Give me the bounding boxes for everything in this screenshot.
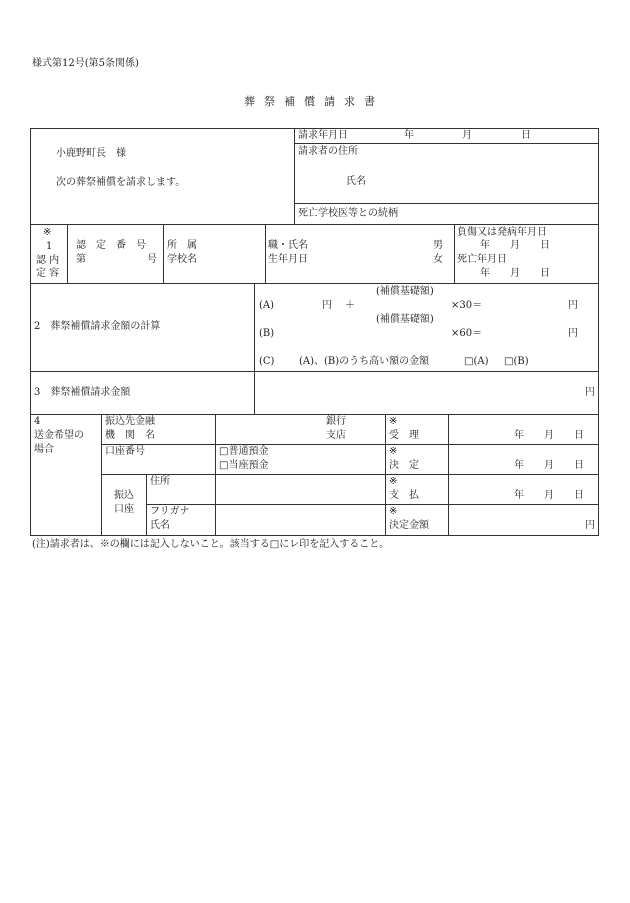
birthdate-label: 生年月日 xyxy=(268,254,308,265)
injury-date-label: 負傷又は発病年月日 xyxy=(457,227,547,238)
times-30: ×30＝ xyxy=(451,300,483,311)
b-label: (B) xyxy=(259,328,275,339)
decided-amount-label: 決定金額 xyxy=(389,520,429,531)
section1-label-line2: 定 容 xyxy=(36,268,60,279)
receipt-label: 受 理 xyxy=(389,430,419,441)
request-date-label: 請求年月日 xyxy=(298,130,348,141)
a-label: (A) xyxy=(259,300,275,311)
section3-label: 3 葬祭補償請求金額 xyxy=(34,387,131,398)
addressee: 小鹿野町長 様 xyxy=(56,148,126,159)
check-a[interactable]: □(A) xyxy=(464,356,489,367)
bank-label-1: 振込先金融 xyxy=(105,416,155,427)
c-label: (C) xyxy=(259,356,275,367)
address-label: 住所 xyxy=(150,476,170,487)
request-date-year: 年 xyxy=(404,130,414,141)
bank-suffix: 銀行 xyxy=(326,416,346,427)
go-label: 号 xyxy=(147,254,157,265)
check-b[interactable]: □(B) xyxy=(504,356,529,367)
injury-date-ymd: 年 月 日 xyxy=(480,240,550,251)
certification-number-label: 認 定 番 号 xyxy=(76,240,146,251)
section2-label: 2 葬祭補償請求金額の計算 xyxy=(34,321,161,332)
request-date-month: 月 xyxy=(462,130,472,141)
plus-sign: ＋ xyxy=(345,300,355,311)
furigana-label: フリガナ xyxy=(150,506,190,517)
a-yen: 円 xyxy=(322,300,332,311)
payment-date: 年 月 日 xyxy=(514,490,584,501)
form-number: 様式第12号(第5条関係) xyxy=(32,58,139,69)
section4-label: 送金希望の xyxy=(34,430,84,441)
branch-suffix: 支店 xyxy=(326,430,346,441)
footnote: (注)請求者は、※の欄には記入しないこと。該当する□にレ印を記入すること。 xyxy=(32,539,390,550)
holder-name-label: 氏名 xyxy=(150,520,170,531)
ordinary-deposit-checkbox[interactable]: □普通預金 xyxy=(219,446,269,457)
current-deposit-checkbox[interactable]: □当座預金 xyxy=(219,460,269,471)
section1-number: 1 xyxy=(46,241,53,252)
base-amount-label-a: (補償基礎額) xyxy=(376,286,434,297)
c-text: (A)、(B)のうち高い額の金額 xyxy=(299,356,430,367)
decision-mark: ※ xyxy=(389,446,398,457)
request-text: 次の葬祭補償を請求します。 xyxy=(56,177,186,188)
b-total-yen: 円 xyxy=(568,328,578,339)
affiliation-label: 所 属 xyxy=(167,240,197,251)
official-use-mark: ※ xyxy=(43,227,52,238)
dai-label: 第 xyxy=(76,254,86,265)
section3-yen: 円 xyxy=(585,387,595,398)
a-total-yen: 円 xyxy=(568,300,578,311)
position-name-label: 職・氏名 xyxy=(268,240,308,251)
transfer-label-1: 振込 xyxy=(114,490,134,501)
requester-name-field[interactable]: 氏名 xyxy=(346,176,366,187)
decision-label: 決 定 xyxy=(389,460,419,471)
bank-label-2: 機 関 名 xyxy=(105,430,155,441)
transfer-label-2: 口座 xyxy=(114,504,134,515)
amount-mark: ※ xyxy=(389,506,398,517)
section4-number: 4 xyxy=(34,416,41,427)
decided-amount-yen: 円 xyxy=(585,520,595,531)
times-60: ×60＝ xyxy=(451,328,483,339)
requester-address-field[interactable]: 請求者の住所 xyxy=(298,146,358,157)
form-title: 葬祭補償請求書 xyxy=(244,95,384,108)
male-option[interactable]: 男 xyxy=(433,240,443,251)
account-number-label: 口座番号 xyxy=(105,446,145,457)
section4-label2: 場合 xyxy=(34,444,54,455)
female-option[interactable]: 女 xyxy=(433,254,443,265)
death-date-ymd: 年 月 日 xyxy=(480,268,550,279)
base-amount-label-b: (補償基礎額) xyxy=(376,314,434,325)
decision-date: 年 月 日 xyxy=(514,460,584,471)
school-name-label: 学校名 xyxy=(167,254,197,265)
receipt-mark: ※ xyxy=(389,416,398,427)
section1-label-line1: 認 内 xyxy=(36,255,60,266)
receipt-date: 年 月 日 xyxy=(514,430,584,441)
payment-label: 支 払 xyxy=(389,490,419,501)
request-date-day: 日 xyxy=(521,130,531,141)
relation-field[interactable]: 死亡学校医等との続柄 xyxy=(298,208,398,219)
death-date-label: 死亡年月日 xyxy=(457,254,507,265)
payment-mark: ※ xyxy=(389,476,398,487)
